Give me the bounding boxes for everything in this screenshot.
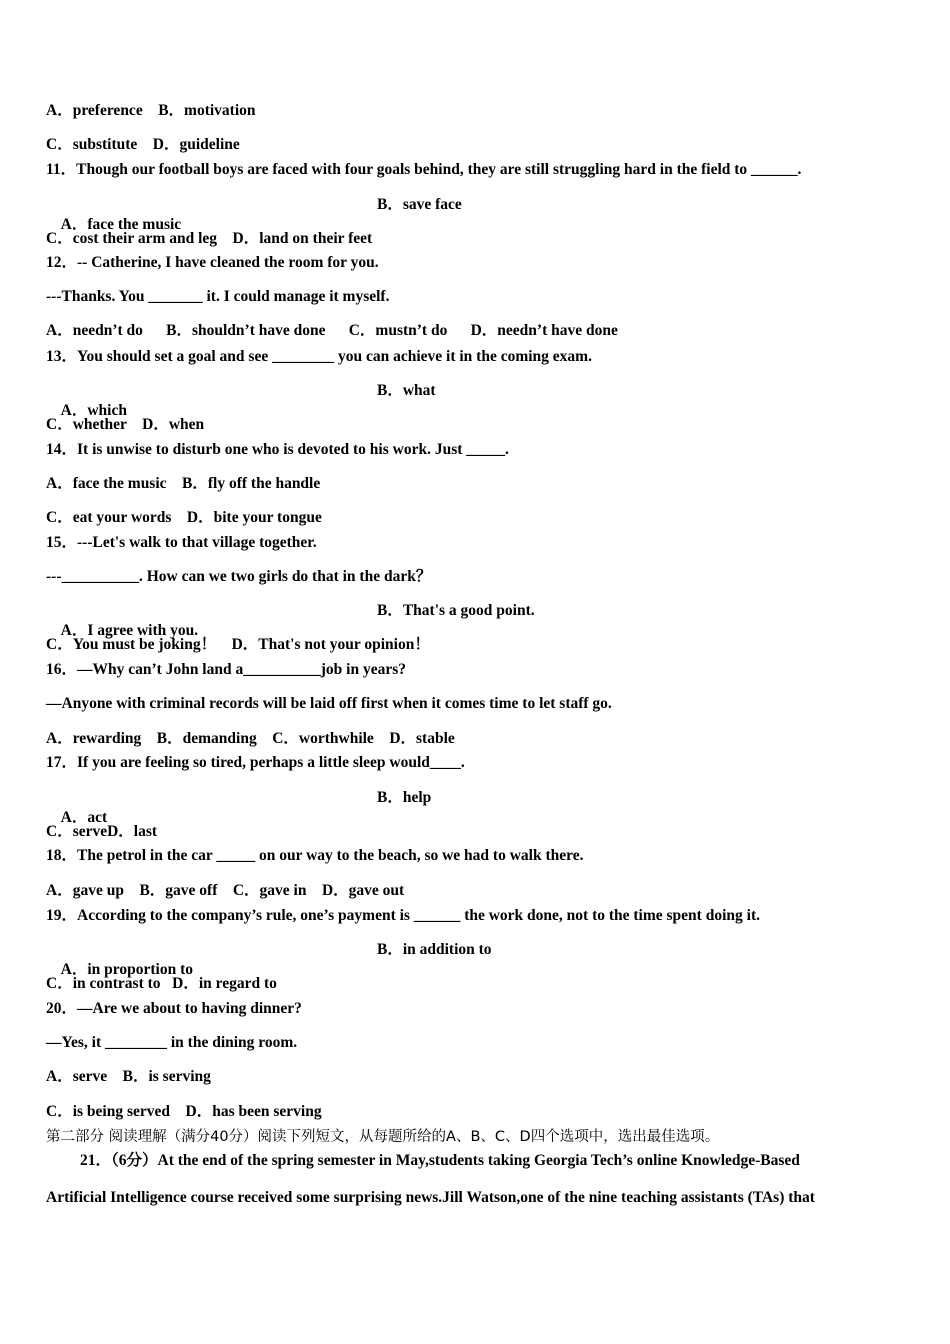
q13-option-b: B．what	[377, 382, 436, 399]
q17-option-b: B．help	[377, 789, 432, 806]
q12-reply: ---Thanks. You _______ it. I could manage it myself.	[46, 288, 390, 305]
q15-option-b: B．That's a good point.	[377, 602, 535, 619]
q19-option-b: B．in addition to	[377, 941, 492, 958]
q14-options-cd: C．eat your words D．bite your tongue	[46, 509, 322, 526]
q10-options-cd: C．substitute D．guideline	[46, 136, 240, 153]
q16-reply: —Anyone with criminal records will be laid off first when it comes time to let staff go.	[46, 695, 612, 712]
q16-stem: 16．—Why can’t John land a__________job in years?	[46, 661, 406, 678]
q19-options-cd: C．in contrast to D．in regard to	[46, 975, 277, 992]
q16-options: A．rewarding B．demanding C．worthwhile D．stable	[46, 730, 455, 747]
q15-option-a: A．I agree with you.	[60, 622, 199, 639]
q21-passage-line-1: 21．（6分）At the end of the spring semester in May,students taking Georgia Tech’s online Knowledge-Based	[80, 1152, 800, 1169]
q10-options-ab: A．preference B．motivation	[46, 102, 256, 119]
q20-options-ab: A．serve B．is serving	[46, 1068, 211, 1085]
q13-options-cd: C．whether D．when	[46, 416, 205, 433]
q21-passage-line-2: Artificial Intelligence course received some surprising news.Jill Watson,one of the nine teaching assistants (TAs) that	[46, 1189, 815, 1206]
q17-stem: 17．If you are feeling so tired, perhaps a little sleep would____.	[46, 754, 465, 771]
q20-options-cd: C．is being served D．has been serving	[46, 1103, 322, 1120]
q18-options: A．gave up B．gave off C．gave in D．gave out	[46, 882, 405, 899]
q15-stem: 15．---Let's walk to that village together.	[46, 534, 317, 551]
q12-stem: 12．-- Catherine, I have cleaned the room for you.	[46, 254, 379, 271]
q20-stem: 20．—Are we about to having dinner?	[46, 1000, 302, 1017]
q13-option-a: A．which	[60, 402, 127, 419]
q18-stem: 18．The petrol in the car _____ on our way to the beach, so we had to walk there.	[46, 847, 584, 864]
q15-reply: ---__________. How can we two girls do that in the dark？	[46, 568, 432, 585]
q11-option-b: B．save face	[377, 196, 462, 213]
q19-option-a: A．in proportion to	[60, 961, 193, 978]
q11-stem: 11．Though our football boys are faced with four goals behind, they are still struggling hard in the field to ______.	[46, 161, 802, 178]
q12-options: A．needn’t do B．shouldn’t have done C．mustn’t do D．needn’t have done	[46, 322, 618, 339]
q17-options-cd: C．serveD．last	[46, 823, 158, 840]
q11-options-cd: C．cost their arm and leg D．land on their feet	[46, 230, 373, 247]
q19-stem: 19．According to the company’s rule, one’s payment is ______ the work done, not to the time spent doing it.	[46, 907, 760, 924]
q20-reply: —Yes, it ________ in the dining room.	[46, 1034, 298, 1051]
q17-option-a: A．act	[60, 809, 108, 826]
section2-heading: 第二部分 阅读理解（满分40分）阅读下列短文，从每题所给的A、B、C、D四个选项中，选出最佳选项。	[46, 1129, 720, 1145]
q14-stem: 14．It is unwise to disturb one who is devoted to his work. Just _____.	[46, 441, 509, 458]
q15-options-cd: C．You must be joking！ D．That's not your opinion！	[46, 636, 430, 653]
q11-option-a: A．face the music	[60, 216, 182, 233]
q13-stem: 13．You should set a goal and see ________ you can achieve it in the coming exam.	[46, 348, 592, 365]
q14-options-ab: A．face the music B．fly off the handle	[46, 475, 321, 492]
